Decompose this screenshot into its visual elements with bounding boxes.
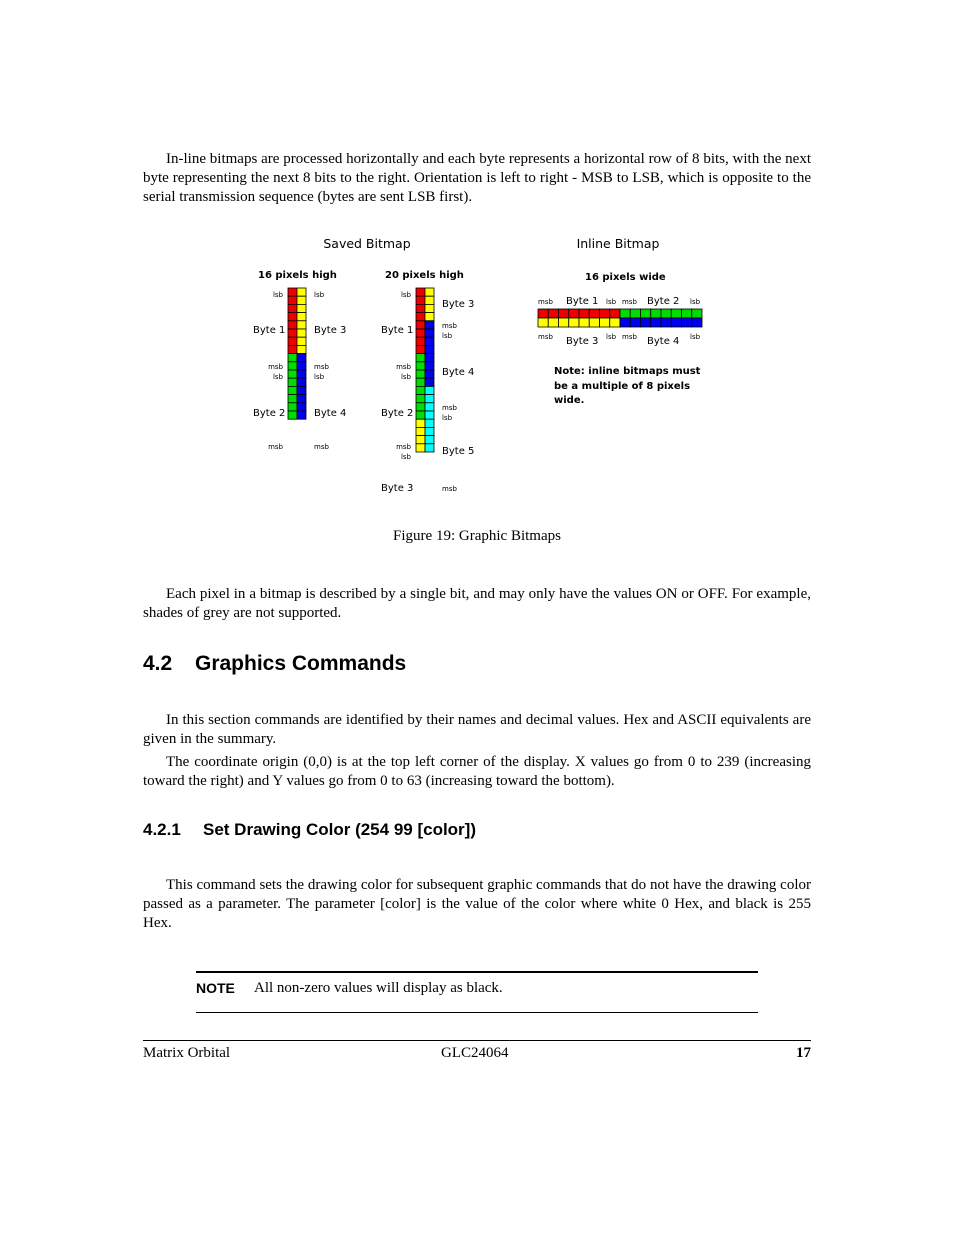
pixel-cell <box>641 309 651 318</box>
subsection-number: 4.2.1 <box>143 820 181 839</box>
byte2-label: Byte 2 <box>647 296 680 307</box>
inline-pixel-grid <box>538 309 702 327</box>
pixel-cell <box>297 362 306 370</box>
msb-label: msb <box>622 298 637 306</box>
pixel-cell <box>425 337 434 345</box>
pixel-cell <box>589 318 599 327</box>
pixel-cell <box>425 436 434 444</box>
pixel-cell <box>610 318 620 327</box>
pixel-cell <box>416 386 425 394</box>
coordinate-paragraph: The coordinate origin (0,0) is at the top left corner of the display. X values go from 0 to 239 (increasing toward the right) and Y values go from 0 to 63 (increasing toward the bottom). <box>143 754 811 789</box>
pixel-cell <box>425 313 434 321</box>
pixel-cell <box>288 304 297 312</box>
msb-label: msb <box>622 333 637 341</box>
lsb-label: lsb <box>400 453 411 461</box>
pixel-cell <box>661 318 671 327</box>
msb-label: msb <box>442 404 457 412</box>
pixel-cell <box>297 321 306 329</box>
pixel-cell <box>630 309 640 318</box>
footer-page-number: 17 <box>796 1045 811 1061</box>
pixel-cell <box>579 309 589 318</box>
command-paragraph: This command sets the drawing color for subsequent graphic commands that do not have the drawing color passed as a parameter. The parameter [color] is the value of the color where white 0 Hex, and black is 255 Hex. <box>143 877 811 931</box>
byte4-label: Byte 4 <box>314 408 347 419</box>
pixel-paragraph: Each pixel in a bitmap is described by a single bit, and may only have the values ON or OFF. For example, shades of grey are not supported. <box>143 586 811 621</box>
pixel-cell <box>297 288 306 296</box>
pixel-cell <box>569 309 579 318</box>
inline-note-line: Note: inline bitmaps must <box>554 366 701 377</box>
pixel-cell <box>425 370 434 378</box>
byte4-label: Byte 4 <box>442 367 475 378</box>
intro-paragraph: In-line bitmaps are processed horizontally and each byte represents a horizontal row of 8 bits, with the next byte representing the next 8 bits to the right. Orientation is left to right - MSB to LSB, which is opposite to the serial transmission sequence (bytes are sent LSB first). <box>143 151 811 205</box>
pixel-cell <box>569 318 579 327</box>
pixel-cell <box>416 378 425 386</box>
byte1-label: Byte 1 <box>253 325 286 336</box>
pixel-cell <box>416 395 425 403</box>
saved-bitmap-title: Saved Bitmap <box>323 236 411 251</box>
lsb-label: lsb <box>272 373 283 381</box>
msb-label: msb <box>314 363 329 371</box>
inline-width-label: 16 pixels wide <box>585 272 666 283</box>
pixel-cell <box>651 318 661 327</box>
subsection-heading <box>143 820 476 840</box>
msb-label: msb <box>442 322 457 330</box>
pixel-cell <box>297 403 306 411</box>
pixel-cell <box>425 321 434 329</box>
lsb-label: lsb <box>314 291 325 299</box>
pixel-cell <box>288 329 297 337</box>
byte3-label: Byte 3 <box>566 336 599 347</box>
pixel-cell <box>288 403 297 411</box>
pixel-cell <box>297 304 306 312</box>
pixel-cell <box>416 411 425 419</box>
pixel-cell <box>416 337 425 345</box>
lsb-label: lsb <box>400 373 411 381</box>
saved16-pixel-grid <box>288 288 306 419</box>
subsection-title: Set Drawing Color (254 99 [color]) <box>203 820 476 839</box>
pixel-cell <box>425 386 434 394</box>
pixel-cell <box>297 378 306 386</box>
pixel-cell <box>425 362 434 370</box>
pixel-cell <box>538 318 548 327</box>
pixel-cell <box>288 395 297 403</box>
pixel-cell <box>416 329 425 337</box>
pixel-cell <box>538 309 548 318</box>
pixel-cell <box>297 395 306 403</box>
byte5-label: Byte 5 <box>442 446 475 457</box>
msb-label: msb <box>396 443 411 451</box>
pixel-cell <box>671 318 681 327</box>
lsb-label: lsb <box>442 332 453 340</box>
inline-bitmap-title: Inline Bitmap <box>576 236 660 251</box>
saved20-height-label: 20 pixels high <box>385 270 464 281</box>
pixel-cell <box>416 296 425 304</box>
pixel-cell <box>288 370 297 378</box>
pixel-cell <box>425 427 434 435</box>
pixel-cell <box>425 395 434 403</box>
pixel-cell <box>620 318 630 327</box>
pixel-cell <box>425 411 434 419</box>
footer-product: GLC24064 <box>441 1045 509 1061</box>
inline-note-line: wide. <box>554 395 585 406</box>
pixel-cell <box>288 321 297 329</box>
pixel-cell <box>692 318 702 327</box>
pixel-cell <box>682 318 692 327</box>
footer-company: Matrix Orbital <box>143 1045 231 1061</box>
pixel-cell <box>288 386 297 394</box>
pixel-cell <box>297 354 306 362</box>
pixel-cell <box>288 296 297 304</box>
pixel-cell <box>425 304 434 312</box>
pixel-cell <box>416 345 425 353</box>
msb-label: msb <box>538 298 553 306</box>
pixel-cell <box>297 313 306 321</box>
section-heading <box>143 652 406 676</box>
byte3-label: Byte 3 <box>442 299 475 310</box>
section-title: Graphics Commands <box>195 652 407 675</box>
pixel-cell <box>297 411 306 419</box>
pixel-cell <box>548 318 558 327</box>
pixel-cell <box>416 321 425 329</box>
note-top-rule <box>196 971 758 973</box>
byte1-label: Byte 1 <box>566 296 599 307</box>
pixel-cell <box>297 296 306 304</box>
pixel-cell <box>288 362 297 370</box>
section-intro-paragraph: In this section commands are identified by their names and decimal values. Hex and ASCII equivalents are given in the summary. <box>143 712 811 747</box>
pixel-cell <box>559 318 569 327</box>
footer-rule <box>143 1040 811 1041</box>
pixel-cell <box>288 337 297 345</box>
byte4-label: Byte 4 <box>647 336 680 347</box>
pixel-cell <box>425 419 434 427</box>
pixel-cell <box>416 313 425 321</box>
pixel-cell <box>416 419 425 427</box>
msb-label: msb <box>538 333 553 341</box>
pixel-cell <box>620 309 630 318</box>
byte2-label: Byte 2 <box>253 408 286 419</box>
pixel-cell <box>288 345 297 353</box>
pixel-cell <box>297 370 306 378</box>
pixel-cell <box>548 309 558 318</box>
pixel-cell <box>288 411 297 419</box>
byte3-label: Byte 3 <box>314 325 347 336</box>
pixel-cell <box>559 309 569 318</box>
section-number: 4.2 <box>143 652 173 675</box>
pixel-cell <box>288 378 297 386</box>
byte3-label: Byte 3 <box>381 483 414 494</box>
lsb-label: lsb <box>606 333 617 341</box>
pixel-cell <box>630 318 640 327</box>
pixel-cell <box>297 329 306 337</box>
pixel-cell <box>692 309 702 318</box>
pixel-cell <box>425 378 434 386</box>
graphic-bitmaps-figure <box>250 232 710 500</box>
pixel-cell <box>297 345 306 353</box>
byte2-label: Byte 2 <box>381 408 414 419</box>
pixel-cell <box>651 309 661 318</box>
pixel-cell <box>416 370 425 378</box>
pixel-cell <box>416 403 425 411</box>
saved16-height-label: 16 pixels high <box>258 270 337 281</box>
pixel-cell <box>579 318 589 327</box>
pixel-cell <box>610 309 620 318</box>
lsb-label: lsb <box>272 291 283 299</box>
figure-caption: Figure 19: Graphic Bitmaps <box>393 528 561 544</box>
pixel-cell <box>682 309 692 318</box>
pixel-cell <box>600 318 610 327</box>
pixel-cell <box>425 288 434 296</box>
msb-label: msb <box>442 485 457 493</box>
pixel-cell <box>641 318 651 327</box>
pixel-cell <box>425 403 434 411</box>
pixel-cell <box>425 329 434 337</box>
note-label: NOTE <box>196 980 235 996</box>
lsb-label: lsb <box>400 291 411 299</box>
note-text: All non-zero values will display as black. <box>254 980 503 996</box>
pixel-cell <box>661 309 671 318</box>
msb-label: msb <box>268 363 283 371</box>
byte1-label: Byte 1 <box>381 325 414 336</box>
pixel-cell <box>425 444 434 452</box>
inline-note-line: be a multiple of 8 pixels <box>554 381 691 392</box>
note-bottom-rule <box>196 1012 758 1013</box>
lsb-label: lsb <box>690 298 701 306</box>
pixel-cell <box>297 337 306 345</box>
pixel-cell <box>416 304 425 312</box>
pixel-cell <box>288 354 297 362</box>
pixel-cell <box>416 444 425 452</box>
msb-label: msb <box>268 443 283 451</box>
msb-label: msb <box>314 443 329 451</box>
pixel-cell <box>416 362 425 370</box>
lsb-label: lsb <box>690 333 701 341</box>
pixel-cell <box>425 345 434 353</box>
pixel-cell <box>589 309 599 318</box>
pixel-cell <box>416 427 425 435</box>
saved20-pixel-grid <box>416 288 434 452</box>
pixel-cell <box>416 288 425 296</box>
msb-label: msb <box>396 363 411 371</box>
pixel-cell <box>288 313 297 321</box>
pixel-cell <box>288 288 297 296</box>
pixel-cell <box>425 354 434 362</box>
pixel-cell <box>425 296 434 304</box>
lsb-label: lsb <box>314 373 325 381</box>
pixel-cell <box>671 309 681 318</box>
lsb-label: lsb <box>442 414 453 422</box>
pixel-cell <box>416 436 425 444</box>
pixel-cell <box>600 309 610 318</box>
pixel-cell <box>297 386 306 394</box>
pixel-cell <box>416 354 425 362</box>
lsb-label: lsb <box>606 298 617 306</box>
